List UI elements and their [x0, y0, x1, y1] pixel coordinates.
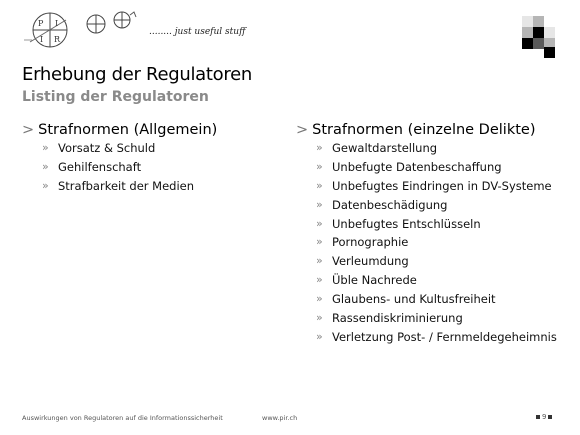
left-heading — [22, 121, 282, 139]
heading-marker: > — [22, 122, 35, 138]
square-6 — [544, 27, 555, 38]
list-item: » Gewaltdarstellung — [316, 141, 438, 155]
footer-url[interactable]: www.pir.ch — [262, 414, 298, 422]
list-item: » Glaubens- und Kultusfreiheit — [316, 292, 496, 307]
page-indicator — [536, 413, 552, 421]
right-heading-text: Strafnormen (einzelne Delikte) — [312, 122, 536, 138]
bullet: » — [316, 329, 323, 343]
list-item: » Datenbeschädigung — [316, 197, 448, 212]
bullet: » — [316, 235, 323, 249]
right-heading — [296, 121, 566, 139]
list-item: » Üble Nachrede — [316, 273, 417, 288]
bullet: » — [316, 197, 323, 211]
logo-letter-i1: I — [55, 19, 59, 28]
right-list — [296, 141, 566, 344]
right-column — [296, 121, 566, 349]
logo-letter-p: P — [38, 19, 44, 28]
bullet: » — [316, 311, 323, 325]
bullet: » — [316, 216, 323, 230]
bullet: » — [42, 159, 49, 173]
heading-marker: > — [296, 122, 309, 138]
bullet: » — [42, 178, 49, 192]
list-item: » Vorsatz & Schuld — [42, 141, 156, 155]
bullet: » — [316, 292, 323, 306]
bullet: » — [316, 273, 323, 287]
page-number: 9 — [542, 413, 547, 421]
slide-subtitle: Listing der Regulatoren — [22, 89, 209, 105]
square-1 — [522, 16, 533, 27]
bullet: » — [316, 159, 323, 173]
left-column — [22, 121, 282, 198]
list-item: » Strafbarkeit der Medien — [42, 178, 195, 193]
bullet: » — [316, 254, 323, 268]
square-5 — [522, 38, 533, 49]
list-item: » Pornographie — [316, 235, 409, 250]
list-item: » Verleumdung — [316, 254, 409, 269]
list-item: » Unbefugte Datenbeschaffung — [316, 159, 502, 174]
square-9 — [544, 47, 555, 58]
prev-square-icon[interactable] — [536, 415, 540, 419]
footer-text: Auswirkungen von Regulatoren auf die Informationssicherheit — [22, 414, 223, 422]
left-list — [22, 141, 282, 193]
next-square-icon[interactable] — [548, 415, 552, 419]
square-2 — [533, 16, 544, 27]
list-item: » Verletzung Post- / Fernmeldegeheimnis — [316, 329, 557, 344]
bullet: » — [316, 178, 323, 192]
bullet: » — [316, 141, 323, 154]
square-7 — [533, 38, 544, 49]
logo-letter-i2: I — [40, 35, 44, 44]
decorative-squares — [522, 16, 558, 58]
slide-title: Erhebung der Regulatoren — [22, 64, 252, 85]
logo-tagline: ........ just useful stuff — [149, 27, 246, 37]
bullet: » — [42, 141, 49, 154]
square-4 — [533, 27, 544, 38]
list-item: » Gehilfenschaft — [42, 159, 142, 174]
list-item: » Rassendiskriminierung — [316, 311, 463, 326]
list-item: » Unbefugtes Entschlüsseln — [316, 216, 481, 231]
list-item: » Unbefugtes Eindringen in DV-Systeme — [316, 178, 552, 193]
left-heading-text: Strafnormen (Allgemein) — [38, 122, 218, 138]
logo-letter-r: R — [54, 35, 61, 44]
square-3 — [522, 27, 533, 38]
